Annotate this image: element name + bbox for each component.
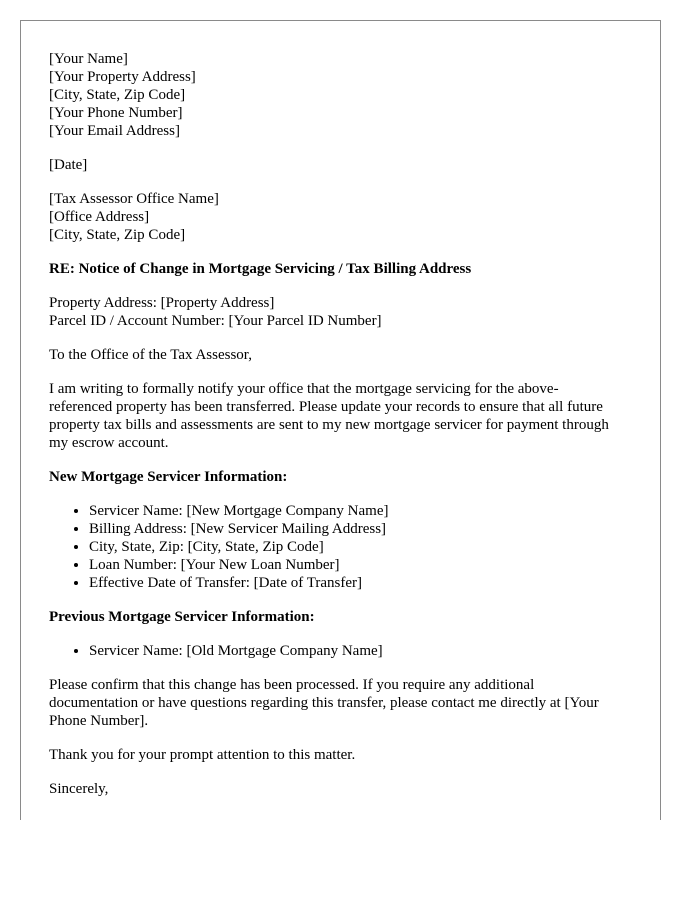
thanks-paragraph: Thank you for your prompt attention to this matter.: [49, 747, 356, 763]
sender-phone: [Your Phone Number]: [49, 105, 183, 121]
sender-property-address: [Your Property Address]: [49, 69, 196, 85]
letter-body: [49, 50, 609, 814]
previous-servicer-list: [49, 642, 609, 660]
date-block: [49, 156, 609, 174]
parcel-id-line: Parcel ID / Account Number: [Your Parcel ID Number]: [49, 313, 382, 329]
subject-line: RE: Notice of Change in Mortgage Servicing / Tax Billing Address: [49, 261, 472, 277]
confirm-paragraph: Please confirm that this change has been processed. If you require any additional documentation or have questions regarding this transfer, please contact me directly at [Your Phone Number].: [49, 677, 599, 729]
list-item: • Servicer Name: [Old Mortgage Company Name]: [89, 642, 609, 660]
list-item: • Billing Address: [New Servicer Mailing Address]: [89, 520, 609, 538]
recipient-city-state-zip: [City, State, Zip Code]: [49, 227, 186, 243]
recipient-office-name: [Tax Assessor Office Name]: [49, 191, 219, 207]
list-item: • City, State, Zip: [City, State, Zip Code]: [89, 538, 609, 556]
list-item: • Servicer Name: [New Mortgage Company Name]: [89, 502, 609, 520]
new-servicer-list: [49, 502, 609, 592]
recipient-block: [49, 190, 609, 244]
new-servicer-heading: New Mortgage Servicer Information:: [49, 469, 288, 485]
sender-block: [49, 50, 609, 140]
property-address-line: Property Address: [Property Address]: [49, 295, 275, 311]
sender-city-state-zip: [City, State, Zip Code]: [49, 87, 186, 103]
letter-page: [20, 20, 661, 820]
recipient-office-address: [Office Address]: [49, 209, 150, 225]
salutation: To the Office of the Tax Assessor,: [49, 347, 252, 363]
closing: Sincerely,: [49, 781, 109, 797]
sender-name: [Your Name]: [49, 51, 128, 67]
intro-paragraph: I am writing to formally notify your office that the mortgage servicing for the above-referenced property has been transferred. Please update your records to ensure that all future property tax bills and assessments are sent to my new mortgage servicer for payment through my escrow account.: [49, 381, 609, 451]
property-block: [49, 294, 609, 330]
sender-email: [Your Email Address]: [49, 123, 180, 139]
list-item: • Effective Date of Transfer: [Date of Transfer]: [89, 574, 609, 592]
list-item: • Loan Number: [Your New Loan Number]: [89, 556, 609, 574]
previous-servicer-heading: Previous Mortgage Servicer Information:: [49, 609, 315, 625]
letter-date: [Date]: [49, 157, 88, 173]
